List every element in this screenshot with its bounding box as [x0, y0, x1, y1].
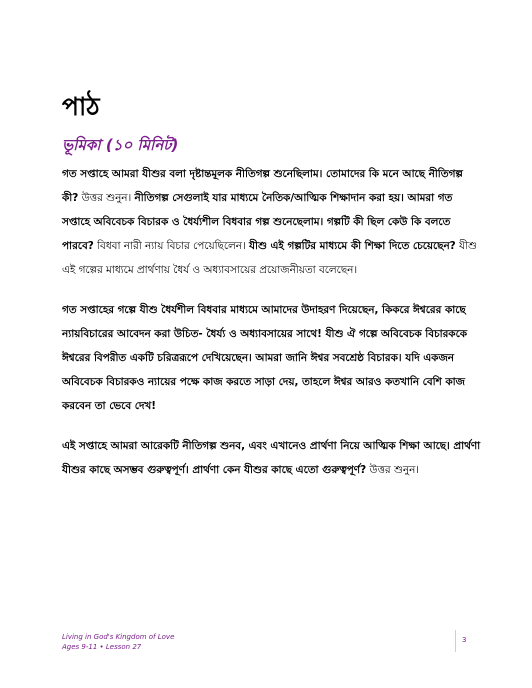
- teacher-script-text: এই সপ্তাহে আমরা আরেকটি নীতিগল্প শুনব, এবং এখানেও প্রার্থণা নিয়ে আত্মিক শিক্ষা আছে। প্রার্থণা যীশুর কাছে অসম্ভব গুরুত্বপূর্ণ। প্রার্থণা কেন যীশুর কাছে এতো গুরুত্বপূর্ণ?: [62, 440, 481, 476]
- teacher-script-text: গত সপ্তাহে আমরা যীশুর বলা দৃষ্টান্তমূলক নীতিগল্প শুনেছিলাম। তোমাদের কি মনে আছে নীতিগল্প কী?: [62, 168, 463, 204]
- footer-divider: [455, 630, 456, 652]
- page-number: 3: [462, 636, 467, 644]
- teacher-script-text: যীশু এই গল্পটির মাধ্যমে কী শিক্ষা দিতে চেয়েছেন?: [249, 240, 456, 252]
- teacher-instruction-text: উত্তর শুনুন।: [78, 192, 135, 204]
- intro-heading: ভূমিকা (১০ মিনিট): [62, 136, 179, 154]
- expected-answer-text: যীশু এই গল্পের মাধ্যমে প্রার্থণায় ধৈর্য ও অধ্যাবসায়ের প্রয়োজনীয়তা বলেছেন।: [62, 240, 477, 276]
- footer-series-title: Living in God's Kingdom of Love: [62, 633, 175, 641]
- intro-paragraph-1: [62, 162, 482, 282]
- teacher-script-text: নীতিগল্প সেগুলাই যার মাধ্যমে নৈতিক/আত্মিক শিক্ষাদান করা হয়। আমরা গত সপ্তাহে অবিবেচক বিচারক ও ধৈর্য্যশীল বিধবার গল্প শুনেছেলাম। গল্পটি কী ছিল কেউ কি বলতে পারবে?: [62, 192, 453, 252]
- teacher-script-text: গত সপ্তাহের গল্পে যীশু ধৈর্যশীল বিধবার মাধ্যমে আমাদের উদাহরণ দিয়েছেন, কিকরে ঈশ্বরের কাছে ন্যায়বিচারের আবেদন করা উচিত- ধৈর্য্য ও অধ্যাবসায়ের সাথে! যীশু ঐ গল্পে অবিবেচক বিচারককে ঈশ্বরের বিপরীত একটি চরিত্ররূপে দেখিয়েছেন। আমরা জানি ঈশ্বর সবশ্রেষ্ঠ বিচারক। যদি একজন অবিবেচক বিচারকও ন্যায়ের পক্ষে কাজ করতে সাড়া দেয়, তাহলে ঈশ্বর আরও কতখানি বেশি কাজ করবেন তা ভেবে দেখ!: [62, 304, 468, 412]
- page-footer: [62, 632, 174, 652]
- intro-paragraph-2: [62, 298, 482, 418]
- teacher-instruction-text: উত্তর শুনুন।: [366, 464, 420, 476]
- intro-paragraph-3: [62, 434, 482, 482]
- page-title: পাঠ: [62, 92, 100, 121]
- expected-answer-text: বিধবা নারী ন্যায় বিচার পেয়েছিলেন।: [93, 240, 249, 252]
- footer-lesson-info: Ages 9-11 • Lesson 27: [62, 643, 142, 651]
